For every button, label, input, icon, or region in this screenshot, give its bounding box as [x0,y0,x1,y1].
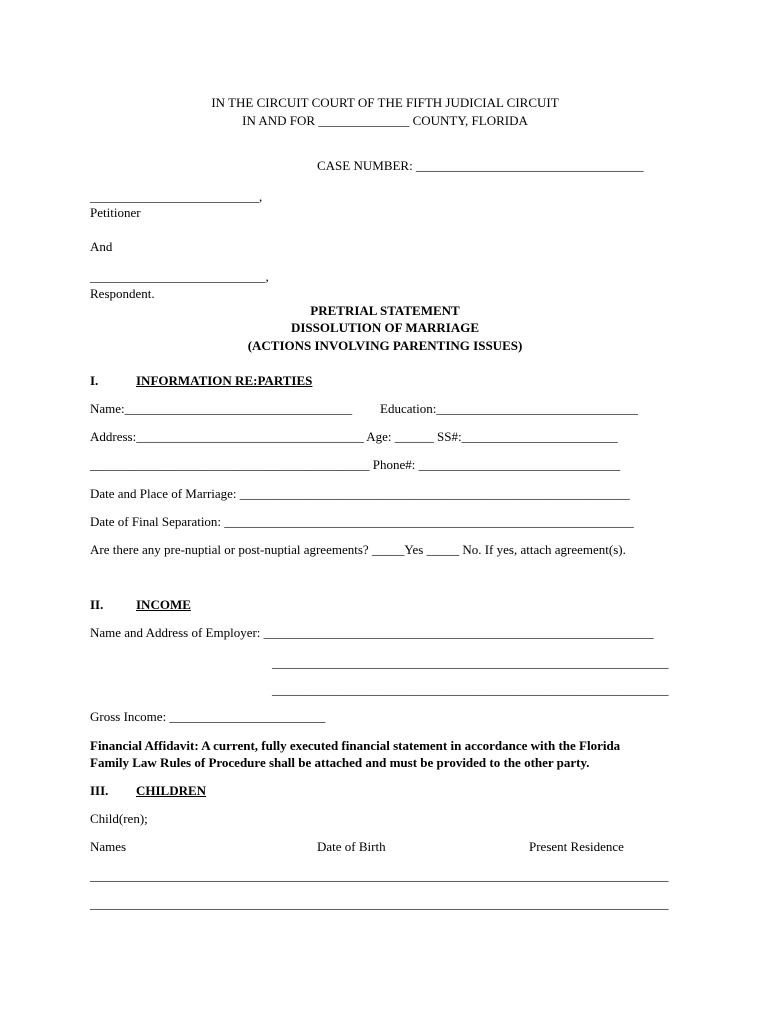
section-2-number: II. [90,597,104,612]
education-field[interactable]: Education:_______________________________ [380,401,638,416]
section-2-title: INCOME [136,597,191,612]
and-label: And [90,239,113,254]
respondent-label: Respondent. [90,286,155,301]
section-1-number: I. [90,373,99,388]
case-number-field[interactable]: CASE NUMBER: ___________________________________ [317,158,644,173]
court-heading-line-2: IN AND FOR ______________ COUNTY, FLORIDA [242,113,528,128]
section-3-title: CHILDREN [136,783,207,798]
gross-income-field[interactable]: Gross Income: ________________________ [90,709,326,724]
children-entry-line-1[interactable]: _________________________________________________________________________________________ [90,868,669,883]
document-title-line-2: DISSOLUTION OF MARRIAGE [290,320,480,335]
court-heading-line-1: IN THE CIRCUIT COURT OF THE FIFTH JUDICIAL CIRCUIT [211,95,559,110]
petitioner-name-blank[interactable]: __________________________, [90,189,263,204]
final-separation-field[interactable]: Date of Final Separation: _______________________________________________________________ [90,514,634,529]
children-label: Child(ren); [90,811,148,826]
financial-affidavit-line-2: Family Law Rules of Procedure shall be attached and must be provided to the other party. [90,755,590,770]
name-field[interactable]: Name:___________________________________ [90,401,353,416]
children-entry-line-2[interactable]: _________________________________________________________________________________________ [90,896,669,911]
document-title-line-1: PRETRIAL STATEMENT [310,303,460,318]
address-age-ssn-field[interactable]: Address:___________________________________ Age: ______ SS#:________________________ [90,429,618,444]
children-column-date-of-birth: Date of Birth [317,839,386,854]
section-1-title: INFORMATION RE:PARTIES [136,373,313,388]
section-1-heading [90,373,312,388]
respondent-name-blank[interactable]: ___________________________, [90,269,269,284]
employer-continuation-line-1[interactable]: _____________________________________________________________ [272,655,669,670]
children-column-names: Names [90,839,127,854]
section-3-number: III. [90,783,109,798]
section-2-heading [90,597,191,612]
marriage-date-place-field[interactable]: Date and Place of Marriage: ____________________________________________________________ [90,486,630,501]
address-phone-field[interactable]: ___________________________________________ Phone#: _______________________________ [90,457,621,472]
children-column-present-residence: Present Residence [529,839,624,854]
agreements-field[interactable]: Are there any pre-nuptial or post-nuptial agreements? _____Yes _____ No. If yes, attach agreement(s). [90,542,626,557]
document-title-line-3: (ACTIONS INVOLVING PARENTING ISSUES) [247,338,523,353]
petitioner-label: Petitioner [90,205,141,220]
employer-field[interactable]: Name and Address of Employer: ____________________________________________________________ [90,625,654,640]
financial-affidavit-line-1: Financial Affidavit: A current, fully executed financial statement in accordance with the Florida [90,738,621,753]
employer-continuation-line-2[interactable]: _____________________________________________________________ [272,682,669,697]
section-3-heading [90,783,206,798]
